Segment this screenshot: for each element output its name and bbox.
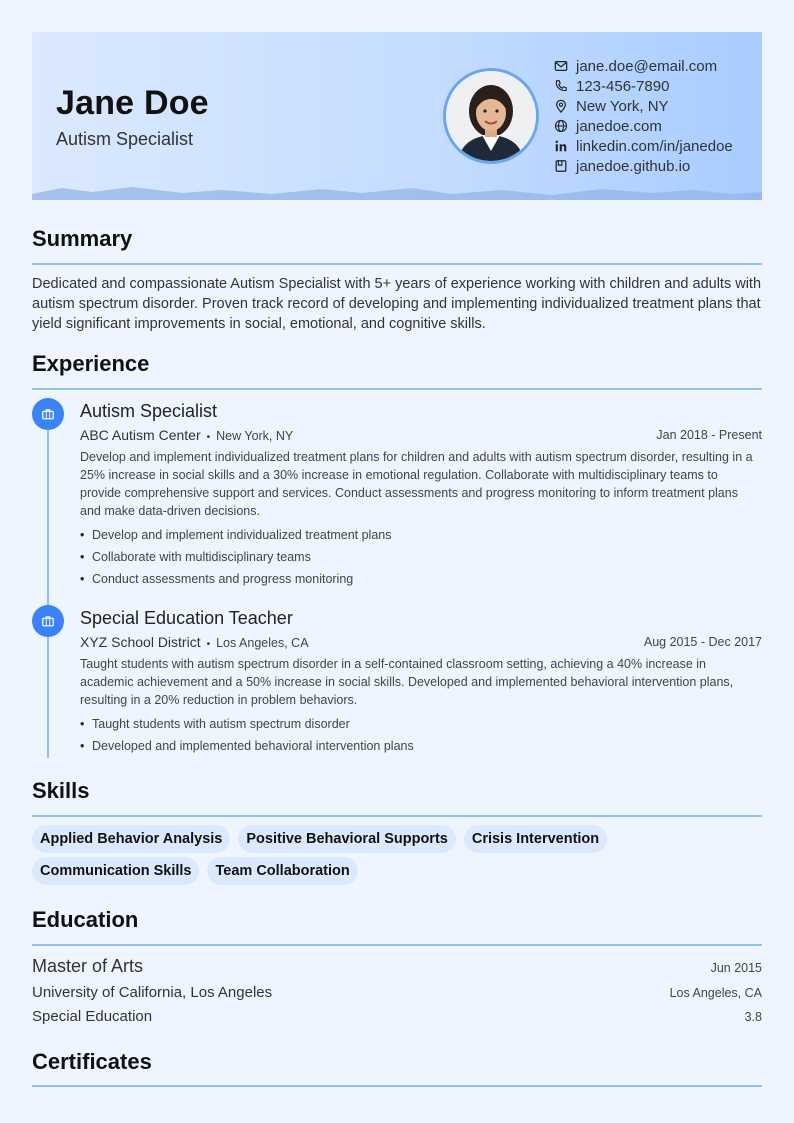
job-bullets <box>80 524 762 590</box>
certificates-heading: Certificates <box>32 1049 152 1074</box>
contact-email-text: jane.doe@email.com <box>576 57 718 75</box>
contact-location-text: New York, NY <box>576 97 669 115</box>
education-location: Los Angeles, CA <box>669 986 762 1000</box>
job-dates: Jan 2018 - Present <box>656 428 762 442</box>
job-title: Autism Specialist <box>80 401 218 421</box>
profile-photo <box>446 71 536 161</box>
meta-separator: • <box>206 639 211 650</box>
job-meta <box>80 631 762 653</box>
contact-website-text: janedoe.com <box>576 117 662 135</box>
linkedin-icon <box>554 139 568 153</box>
list-item: • Develop and implement individualized treatment plans <box>80 524 762 546</box>
summary-text: Dedicated and compassionate Autism Specialist with 5+ years of experience working with children and adults with autism spectrum disorder. Proven track record of developing and implementing individualized treatment plans that yield significant improvements in social, emotional, and cognitive skills. <box>32 276 762 332</box>
experience-entry <box>80 605 762 757</box>
job-title: Special Education Teacher <box>80 608 293 628</box>
timeline-dot <box>32 605 64 637</box>
timeline-dot <box>32 398 64 430</box>
candidate-name: Jane Doe <box>56 84 209 122</box>
list-item: • Collaborate with multidisciplinary teams <box>80 546 762 568</box>
education-field-row <box>32 1008 762 1025</box>
education-degree-row <box>32 956 762 977</box>
certificates-divider <box>32 1085 762 1087</box>
job-company: ABC Autism Center <box>80 427 201 443</box>
meta-separator: • <box>206 432 211 443</box>
contact-github[interactable] <box>554 156 733 176</box>
skill-chip: Communication Skills <box>32 857 199 885</box>
education-school: University of California, Los Angeles <box>32 984 273 1001</box>
resume-header <box>32 32 762 200</box>
briefcase-icon <box>41 407 55 421</box>
experience-entry <box>80 398 762 590</box>
summary-divider <box>32 263 762 265</box>
list-item: • Taught students with autism spectrum disorder <box>80 713 762 735</box>
education-gpa: 3.8 <box>744 1010 762 1024</box>
contact-email[interactable] <box>554 56 733 76</box>
phone-icon <box>554 79 568 93</box>
github-icon <box>554 159 568 173</box>
contact-list <box>554 56 733 176</box>
location-icon <box>554 99 568 113</box>
globe-icon <box>554 119 568 133</box>
skill-chip: Positive Behavioral Supports <box>238 825 455 853</box>
education-date: Jun 2015 <box>710 961 762 975</box>
education-divider <box>32 944 762 946</box>
avatar <box>443 68 539 164</box>
education-heading: Education <box>32 907 139 932</box>
contact-github-text: janedoe.github.io <box>576 157 691 175</box>
skill-chip: Applied Behavior Analysis <box>32 825 230 853</box>
education-degree: Master of Arts <box>32 956 144 976</box>
education-school-row <box>32 984 762 1001</box>
skill-chip: Crisis Intervention <box>464 825 607 853</box>
briefcase-icon <box>41 614 55 628</box>
contact-phone[interactable] <box>554 76 733 96</box>
timeline-line <box>47 414 49 758</box>
job-company: XYZ School District <box>80 634 201 650</box>
contact-linkedin-text: linkedin.com/in/janedoe <box>576 137 733 155</box>
job-location: Los Angeles, CA <box>216 636 309 650</box>
summary-heading: Summary <box>32 226 133 251</box>
skills-list <box>32 825 762 885</box>
list-item: • Conduct assessments and progress monitoring <box>80 568 762 590</box>
decorative-waves <box>32 184 762 200</box>
contact-linkedin[interactable] <box>554 136 733 156</box>
job-location: New York, NY <box>216 429 294 443</box>
job-dates: Aug 2015 - Dec 2017 <box>643 635 762 649</box>
job-description: Taught students with autism spectrum disorder in a self-contained classroom setting, achieving a 40% increase in academic achievement and a 50% increase in social skills. Developed and implemented behavioral intervention plans, resulting in a 20% reduction in problem behaviors. <box>80 657 734 707</box>
skills-divider <box>32 815 762 817</box>
skill-chip: Team Collaboration <box>207 857 357 885</box>
contact-location <box>554 96 733 116</box>
job-description: Develop and implement individualized treatment plans for children and adults with autism spectrum disorder, resulting in a 25% increase in social skills and a 30% increase in emotional regulation. Collaborate with multidisciplinary teams to provide comprehensive support and services. Conduct assessments and progress monitoring to inform treatment plans and make data-driven decisions. <box>80 450 753 518</box>
job-meta <box>80 424 762 446</box>
contact-phone-text: 123-456-7890 <box>576 77 670 95</box>
mail-icon <box>554 59 568 73</box>
education-field: Special Education <box>32 1008 153 1025</box>
job-bullets <box>80 713 762 757</box>
experience-divider <box>32 388 762 390</box>
skills-heading: Skills <box>32 778 90 803</box>
candidate-title: Autism Specialist <box>56 129 194 149</box>
contact-website[interactable] <box>554 116 733 136</box>
list-item: • Developed and implemented behavioral intervention plans <box>80 735 762 757</box>
experience-heading: Experience <box>32 351 150 376</box>
